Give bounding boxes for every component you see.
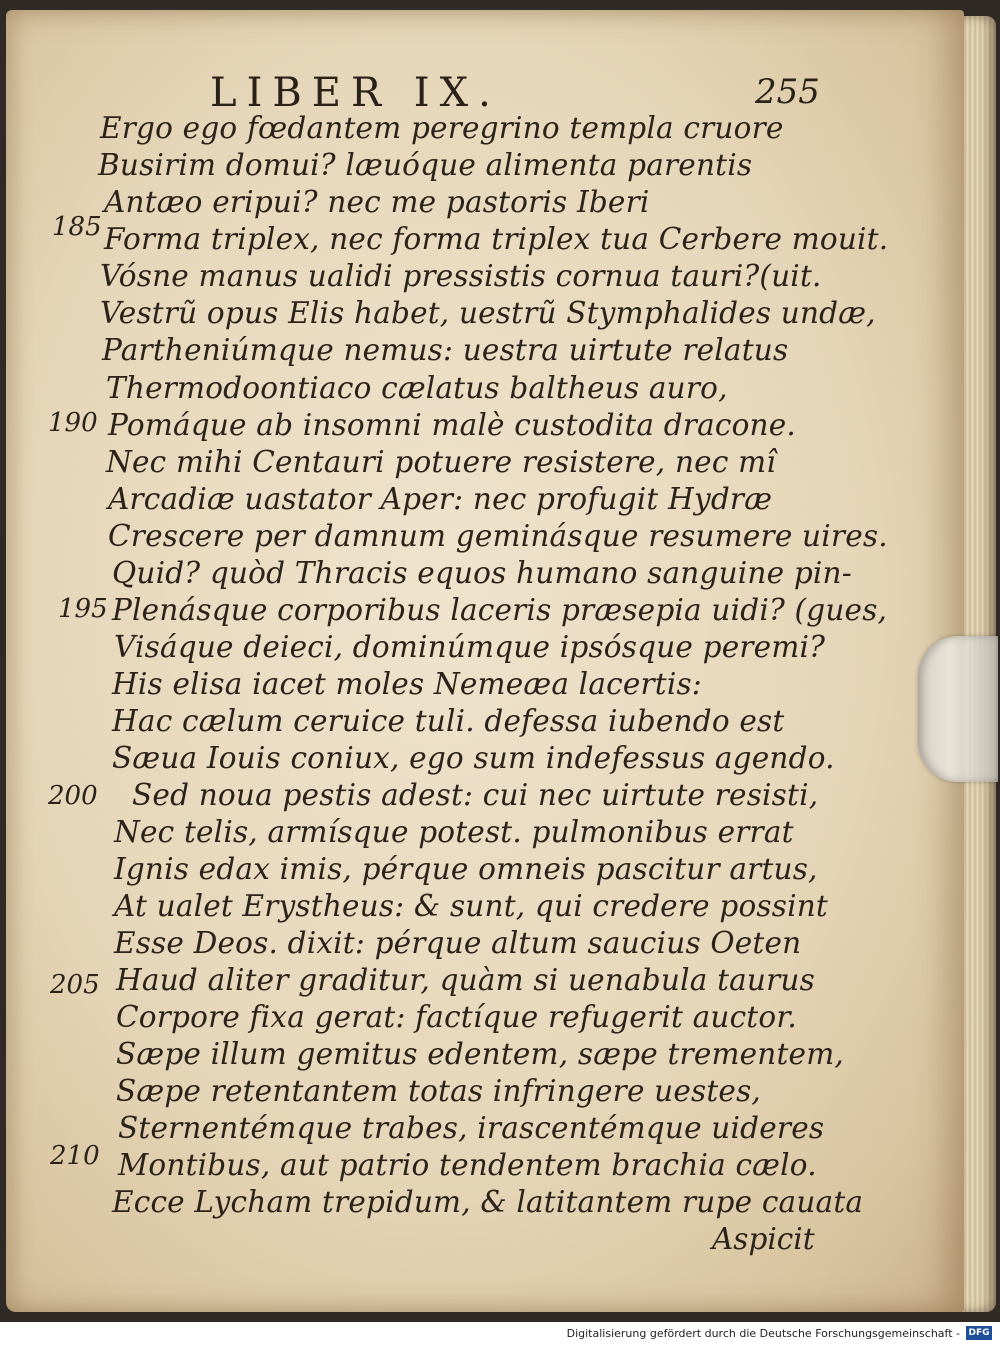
verse-line: Visáque deieci, dominúmque ipsósque peremi? [114,630,826,664]
verse-line: Nec telis, armísque potest. pulmonibus errat [114,815,794,849]
verse-line: Corpore fixa gerat: factíque refugerit auctor. [116,1000,797,1034]
verse-line: Sed noua pestis adest: cui nec uirtute resisti, [132,778,819,812]
verse-line: Hac cælum ceruice tuli. defessa iubendo est [112,704,785,738]
line-number: 185 [52,212,102,242]
verse-line: Ignis edax imis, pérque omneis pascitur artus, [114,852,818,886]
funding-credit: Digitalisierung gefördert durch die Deutsche Forschungsgemeinschaft - [566,1327,960,1340]
verse-line: His elisa iacet moles Nemeæa lacertis: [112,667,702,701]
line-number: 205 [50,970,100,1000]
verse-line: Forma triplex, nec forma triplex tua Cerbere mouit. [104,222,889,256]
running-head: LIBER IX. [210,70,501,116]
verse-line: Plenásque corporibus laceris præsepia uidi? (gues, [112,593,888,627]
verse-line: Vestrũ opus Elis habet, uestrũ Stymphalides undæ, [100,296,876,330]
verse-line: Quid? quòd Thracis equos humano sanguine pin- [112,556,852,590]
verse-line: Crescere per damnum geminásque resumere uires. [108,519,888,553]
line-number: 195 [58,594,108,624]
verse-line: Haud aliter graditur, quàm si uenabula taurus [116,963,815,997]
verse-line: Nec mihi Centauri potuere resistere, nec mî [106,445,776,479]
verse-line: Vósne manus ualidi pressistis cornua tauri?(uit. [100,259,822,293]
verse-line: Ecce Lycham trepidum, & latitantem rupe cauata [112,1185,864,1219]
verse-line: Sternentémque trabes, irascentémque uideres [118,1111,825,1145]
line-number: 200 [48,781,98,811]
line-number: 190 [48,408,98,438]
verse-line: Thermodoontiaco cælatus baltheus auro, [106,371,728,405]
line-number: 210 [50,1141,100,1171]
verse-line: Sæua Iouis coniux, ego sum indefessus agendo. [112,741,835,775]
verse-line: Sæpe illum gemitus edentem, sæpe trementem, [116,1037,844,1071]
footer-bar [0,1322,1000,1346]
verse-line: Arcadiæ uastator Aper: nec profugit Hydræ [108,482,773,516]
verse-line: Montibus, aut patrio tendentem brachia cælo. [118,1148,817,1182]
verse-line: Partheniúmque nemus: uestra uirtute relatus [102,333,789,367]
verse-line: Antæo eripui? nec me pastoris Iberi [104,185,650,219]
verse-line: At ualet Erystheus: & sunt, qui credere possint [114,889,828,923]
verse-line: Busirim domui? læuóque alimenta parentis [98,148,753,182]
verse-line: Pomáque ab insomni malè custodita dracone. [108,408,796,442]
dfg-logo-icon: DFG [966,1326,992,1340]
catchword: Aspicit [712,1222,815,1256]
verse-line: Sæpe retentantem totas infringere uestes, [116,1074,761,1108]
verse-line: Esse Deos. dixit: pérque altum saucius Oeten [114,926,802,960]
page-number: 255 [755,72,820,112]
verse-line: Ergo ego fœdantem peregrino templa cruore [100,111,784,145]
